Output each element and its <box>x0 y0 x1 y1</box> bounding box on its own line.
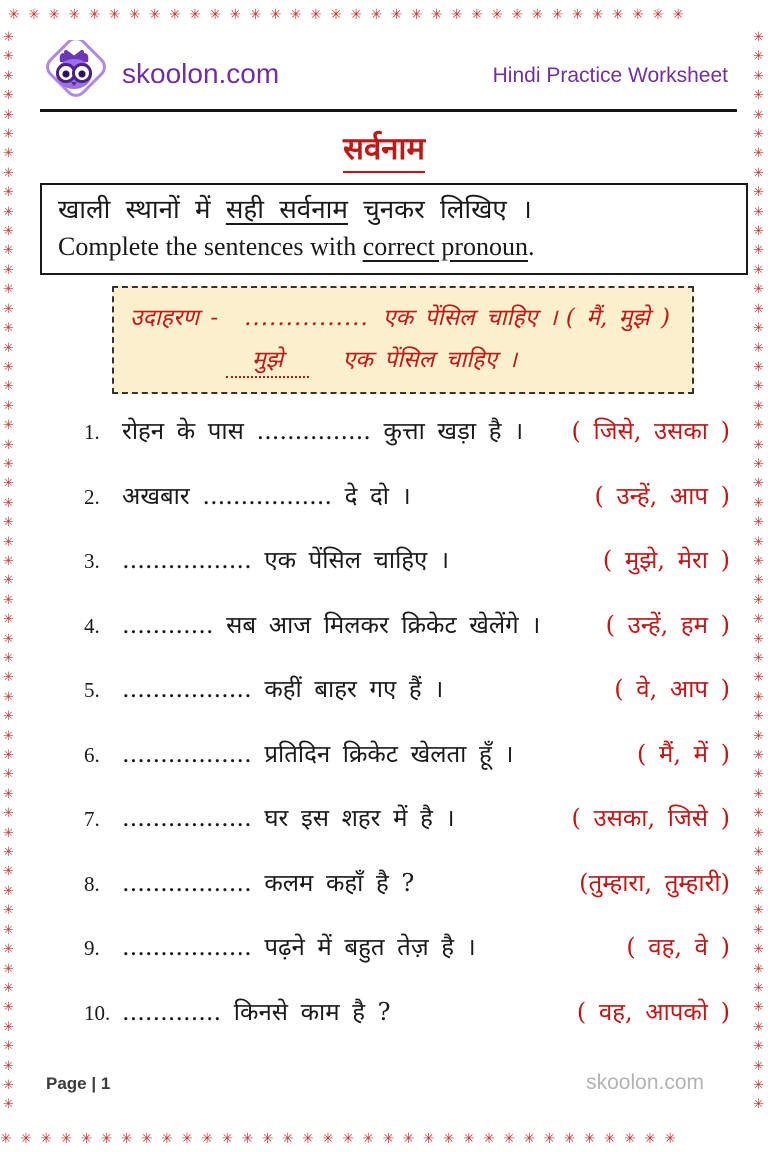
footer-site-label: skoolon.com <box>586 1071 704 1094</box>
question-sentence: अखबार ................. दे दो । <box>122 481 411 510</box>
asterisk-border-glyph: ✳ <box>3 903 14 919</box>
asterisk-border-glyph: ✳ <box>753 883 764 899</box>
asterisk-border-glyph: ✳ <box>753 146 764 162</box>
asterisk-border-glyph: ✳ <box>753 651 764 666</box>
question-number: 4. <box>84 613 100 638</box>
asterisk-border-glyph: ✳ <box>753 515 764 531</box>
question-sentence: ............. किनसे काम है ? <box>122 997 391 1026</box>
question-row <box>84 672 730 702</box>
asterisk-border-glyph: ✳ <box>753 1058 764 1074</box>
asterisk-border-glyph: ✳ <box>3 767 14 783</box>
asterisk-border-glyph: ✳ <box>753 88 764 104</box>
question-number: 8. <box>84 871 100 896</box>
asterisk-border-glyph: ✳ <box>3 1019 14 1035</box>
asterisk-border-glyph: ✳ <box>3 476 14 492</box>
asterisk-border-glyph: ✳ <box>3 68 14 84</box>
question-options: ( मैं, में ) <box>637 739 730 768</box>
border-right-asterisks <box>753 28 764 1115</box>
instruction-hindi: खाली स्थानों में सही सर्वनाम चुनकर लिखिए । <box>58 195 532 225</box>
asterisk-border-glyph: ✳ <box>753 922 764 938</box>
asterisk-border-glyph: ✳ <box>3 30 14 45</box>
asterisk-border-glyph: ✳ <box>3 282 14 298</box>
question-number: 1. <box>84 420 100 444</box>
asterisk-border-glyph: ✳ <box>3 262 14 278</box>
asterisk-border-glyph: ✳ <box>753 553 764 569</box>
asterisk-border-glyph: ✳ <box>3 340 14 356</box>
skoolon-owl-logo-icon <box>30 40 118 114</box>
asterisk-border-glyph: ✳ <box>3 980 14 996</box>
asterisk-border-glyph: ✳ <box>3 573 14 589</box>
border-left-asterisks <box>3 28 14 1115</box>
asterisk-border-glyph: ✳ <box>3 651 14 666</box>
question-options: ( वह, वे ) <box>626 933 730 961</box>
question-options: ( उन्हें, आप ) <box>594 481 730 510</box>
border-bottom-asterisks: ✳✳✳✳✳✳✳✳✳✳✳✳✳✳✳✳✳✳✳✳✳✳✳✳✳✳✳✳✳✳✳✳✳✳ <box>0 1131 685 1147</box>
asterisk-border-glyph: ✳ <box>753 573 764 589</box>
question-sentence: ................. प्रतिदिन क्रिकेट खेलता हूँ । <box>122 739 514 768</box>
question-number: 6. <box>84 742 100 767</box>
instruction-box <box>40 183 748 275</box>
asterisk-border-glyph: ✳ <box>3 49 14 65</box>
instruction-english: Complete the sentences with correct pronoun. <box>58 232 535 261</box>
asterisk-border-glyph: ✳ <box>3 786 14 802</box>
asterisk-border-glyph: ✳ <box>753 68 764 84</box>
asterisk-border-glyph: ✳ <box>753 224 764 240</box>
asterisk-border-glyph: ✳ <box>3 709 14 725</box>
asterisk-border-glyph: ✳ <box>753 806 764 822</box>
asterisk-border-glyph: ✳ <box>3 825 14 841</box>
asterisk-border-glyph: ✳ <box>3 379 14 395</box>
asterisk-border-glyph: ✳ <box>753 864 764 880</box>
question-options: ( जिसे, उसका ) <box>571 417 730 445</box>
asterisk-border-glyph: ✳ <box>753 592 764 608</box>
question-sentence: ................. पढ़ने में बहुत तेज़ है । <box>122 933 476 961</box>
asterisk-border-glyph: ✳ <box>753 243 764 259</box>
asterisk-border-glyph: ✳ <box>753 825 764 841</box>
asterisk-border-glyph: ✳ <box>753 379 764 395</box>
asterisk-border-glyph: ✳ <box>753 127 764 143</box>
asterisk-border-glyph: ✳ <box>753 1039 764 1055</box>
question-row <box>84 479 730 509</box>
asterisk-border-glyph: ✳ <box>753 437 764 453</box>
page-title: सर्वनाम <box>0 127 768 173</box>
asterisk-border-glyph: ✳ <box>753 321 764 337</box>
asterisk-border-glyph: ✳ <box>753 359 764 375</box>
asterisk-border-glyph: ✳ <box>753 282 764 298</box>
asterisk-border-glyph: ✳ <box>753 903 764 919</box>
asterisk-border-glyph: ✳ <box>3 359 14 375</box>
asterisk-border-glyph: ✳ <box>3 127 14 143</box>
question-list <box>84 414 730 1059</box>
question-number: 7. <box>84 807 100 831</box>
question-sentence: ................. घर इस शहर में है । <box>122 804 455 832</box>
asterisk-border-glyph: ✳ <box>3 748 14 764</box>
asterisk-border-glyph: ✳ <box>753 340 764 356</box>
asterisk-border-glyph: ✳ <box>3 1097 14 1113</box>
question-sentence: ................. कहीं बाहर गए हैं । <box>122 675 444 703</box>
question-options: ( उन्हें, हम ) <box>605 610 730 639</box>
question-row <box>84 930 730 960</box>
asterisk-border-glyph: ✳ <box>3 942 14 958</box>
asterisk-border-glyph: ✳ <box>3 515 14 531</box>
question-sentence: ................. कलम कहाँ है ? <box>122 868 415 897</box>
asterisk-border-glyph: ✳ <box>3 612 14 628</box>
example-answer-sentence: एक पेंसिल चाहिए । <box>342 347 518 373</box>
asterisk-border-glyph: ✳ <box>3 553 14 569</box>
asterisk-border-glyph: ✳ <box>3 107 14 123</box>
asterisk-border-glyph: ✳ <box>753 709 764 725</box>
example-line1 <box>130 300 676 332</box>
asterisk-border-glyph: ✳ <box>3 689 14 705</box>
question-sentence: ................. एक पेंसिल चाहिए । <box>122 546 450 574</box>
question-number: 10. <box>84 1000 111 1025</box>
example-answer: मुझे <box>226 342 309 378</box>
asterisk-border-glyph: ✳ <box>753 534 764 550</box>
asterisk-border-glyph: ✳ <box>753 204 764 220</box>
question-number: 5. <box>84 678 100 702</box>
asterisk-border-glyph: ✳ <box>3 418 14 434</box>
asterisk-border-glyph: ✳ <box>3 224 14 240</box>
instruction-hindi-underlined: सही सर्वनाम <box>225 195 348 225</box>
asterisk-border-glyph: ✳ <box>3 301 14 317</box>
asterisk-border-glyph: ✳ <box>753 49 764 65</box>
asterisk-border-glyph: ✳ <box>753 1077 764 1093</box>
asterisk-border-glyph: ✳ <box>753 30 764 45</box>
asterisk-border-glyph: ✳ <box>3 204 14 220</box>
asterisk-border-glyph: ✳ <box>753 980 764 996</box>
asterisk-border-glyph: ✳ <box>3 185 14 201</box>
brand-text: skoolon.com <box>122 58 280 89</box>
worksheet-type-label: Hindi Practice Worksheet <box>492 64 728 87</box>
asterisk-border-glyph: ✳ <box>3 961 14 977</box>
asterisk-border-glyph: ✳ <box>753 1097 764 1113</box>
question-row <box>84 608 730 638</box>
question-row <box>84 543 730 573</box>
question-options: ( मुझे, मेरा ) <box>602 546 730 574</box>
question-sentence: ............ सब आज मिलकर क्रिकेट खेलेंगे । <box>122 610 541 639</box>
asterisk-border-glyph: ✳ <box>753 495 764 511</box>
asterisk-border-glyph: ✳ <box>3 495 14 511</box>
asterisk-border-glyph: ✳ <box>753 631 764 647</box>
asterisk-border-glyph: ✳ <box>3 845 14 861</box>
asterisk-border-glyph: ✳ <box>3 456 14 472</box>
page-number: Page | 1 <box>46 1074 111 1093</box>
question-options: ( वे, आप ) <box>614 675 730 703</box>
instruction-english-underlined: correct pronoun <box>362 232 529 261</box>
asterisk-border-glyph: ✳ <box>3 1000 14 1016</box>
asterisk-border-glyph: ✳ <box>3 670 14 686</box>
asterisk-border-glyph: ✳ <box>3 88 14 104</box>
question-row <box>84 414 730 444</box>
asterisk-border-glyph: ✳ <box>753 670 764 686</box>
asterisk-border-glyph: ✳ <box>3 243 14 259</box>
asterisk-border-glyph: ✳ <box>3 321 14 337</box>
asterisk-border-glyph: ✳ <box>753 728 764 744</box>
asterisk-border-glyph: ✳ <box>3 883 14 899</box>
asterisk-border-glyph: ✳ <box>3 146 14 162</box>
example-blank-dots: ............... <box>244 305 369 331</box>
asterisk-border-glyph: ✳ <box>753 767 764 783</box>
question-row <box>84 801 730 831</box>
asterisk-border-glyph: ✳ <box>3 728 14 744</box>
asterisk-border-glyph: ✳ <box>3 1058 14 1074</box>
asterisk-border-glyph: ✳ <box>753 301 764 317</box>
asterisk-border-glyph: ✳ <box>753 612 764 628</box>
question-options: ( वह, आपको ) <box>576 997 730 1026</box>
example-options: ( मैं, मुझे ) <box>565 305 670 331</box>
asterisk-border-glyph: ✳ <box>753 689 764 705</box>
question-row <box>84 737 730 767</box>
asterisk-border-glyph: ✳ <box>753 185 764 201</box>
asterisk-border-glyph: ✳ <box>3 437 14 453</box>
asterisk-border-glyph: ✳ <box>3 806 14 822</box>
asterisk-border-glyph: ✳ <box>753 398 764 414</box>
header-divider <box>40 109 737 112</box>
question-row <box>84 995 730 1025</box>
border-top-asterisks: ✳✳✳✳✳✳✳✳✳✳✳✳✳✳✳✳✳✳✳✳✳✳✳✳✳✳✳✳✳✳✳✳✳✳ <box>8 7 693 23</box>
question-options: (तुम्हारा, तुम्हारी) <box>579 868 730 897</box>
asterisk-border-glyph: ✳ <box>3 398 14 414</box>
question-number: 3. <box>84 549 100 573</box>
asterisk-border-glyph: ✳ <box>753 456 764 472</box>
question-number: 2. <box>84 484 100 509</box>
asterisk-border-glyph: ✳ <box>3 1039 14 1055</box>
asterisk-border-glyph: ✳ <box>753 845 764 861</box>
asterisk-border-glyph: ✳ <box>3 864 14 880</box>
asterisk-border-glyph: ✳ <box>3 631 14 647</box>
asterisk-border-glyph: ✳ <box>753 786 764 802</box>
example-label: उदाहरण - <box>130 305 219 331</box>
asterisk-border-glyph: ✳ <box>753 942 764 958</box>
asterisk-border-glyph: ✳ <box>753 262 764 278</box>
asterisk-border-glyph: ✳ <box>753 961 764 977</box>
question-options: ( उसका, जिसे ) <box>571 804 730 832</box>
asterisk-border-glyph: ✳ <box>753 418 764 434</box>
asterisk-border-glyph: ✳ <box>753 1000 764 1016</box>
question-sentence: रोहन के पास ............... कुत्ता खड़ा है । <box>122 417 524 445</box>
example-line2 <box>226 342 676 378</box>
question-number: 9. <box>84 936 100 960</box>
asterisk-border-glyph: ✳ <box>3 922 14 938</box>
asterisk-border-glyph: ✳ <box>753 476 764 492</box>
asterisk-border-glyph: ✳ <box>3 592 14 608</box>
asterisk-border-glyph: ✳ <box>753 1019 764 1035</box>
example-sentence: एक पेंसिल चाहिए । <box>382 305 558 331</box>
example-box <box>112 286 694 394</box>
question-row <box>84 866 730 896</box>
asterisk-border-glyph: ✳ <box>3 165 14 181</box>
asterisk-border-glyph: ✳ <box>3 534 14 550</box>
asterisk-border-glyph: ✳ <box>3 1077 14 1093</box>
asterisk-border-glyph: ✳ <box>753 107 764 123</box>
asterisk-border-glyph: ✳ <box>753 165 764 181</box>
asterisk-border-glyph: ✳ <box>753 748 764 764</box>
